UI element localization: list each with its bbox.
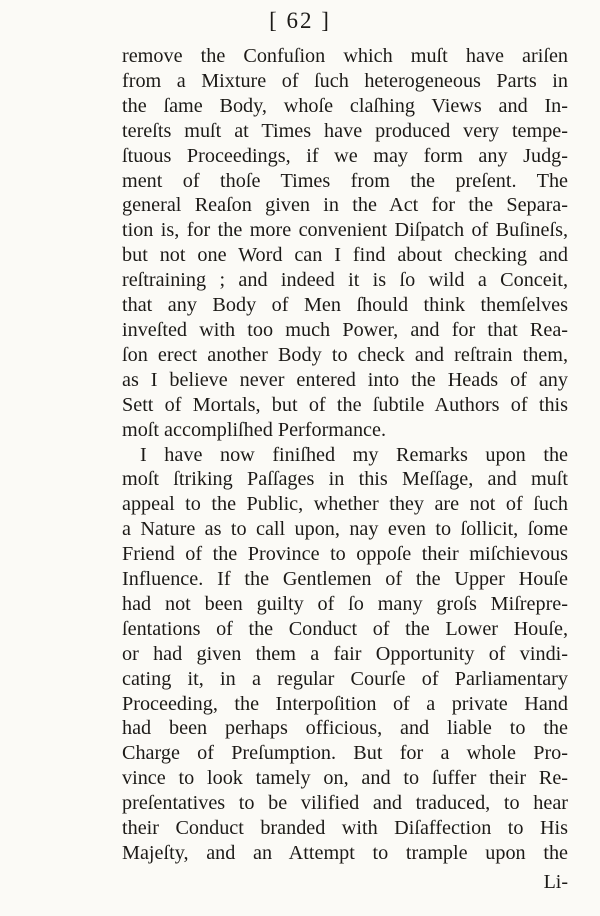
text-line: appeal to the Public, whether they are not of ſuch — [122, 493, 568, 516]
text-line: reſtraining ; and indeed it is ſo wild a Conceit, — [122, 269, 568, 292]
text-line: that any Body of Men ſhould think themſelves — [122, 294, 568, 317]
text-line: or had given them a fair Opportunity of vindi- — [122, 642, 568, 665]
text-line: Proceeding, the Interpoſition of a private Hand — [122, 692, 568, 715]
text-line: moſt ſtriking Paſſages in this Meſſage, and muſt — [122, 468, 568, 491]
text-line: moſt accompliſhed Performance. — [122, 418, 387, 441]
text-line: Sett of Mortals, but of the ſubtile Authors of this — [122, 393, 568, 416]
text-line: the ſame Body, whoſe claſhing Views and In- — [122, 94, 568, 117]
text-line: but not one Word can I find about checking and — [122, 244, 568, 267]
text-line: I have now finiſhed my Remarks upon the — [140, 443, 568, 466]
text-line: tion is, for the more convenient Diſpatch of Buſineſs, — [122, 219, 568, 242]
text-line: cating it, in a regular Courſe of Parliamentary — [122, 667, 568, 690]
text-line: had been perhaps officious, and liable to the — [122, 717, 568, 740]
text-line: as I believe never entered into the Heads of any — [122, 368, 568, 391]
text-line: ment of thoſe Times from the preſent. The — [122, 169, 568, 192]
body-text — [122, 44, 568, 866]
text-line: preſentatives to be vilified and traduced, to hear — [122, 792, 568, 815]
text-line: vince to look tamely on, and to ſuffer their Re- — [122, 767, 568, 790]
text-line: Friend of the Province to oppoſe their miſchievous — [122, 543, 568, 566]
text-line: general Reaſon given in the Act for the Separa- — [122, 194, 568, 217]
text-line: ſtuous Proceedings, if we may form any Judg- — [122, 144, 568, 167]
text-line: Influence. If the Gentlemen of the Upper Houſe — [122, 568, 568, 591]
text-line: Majeſty, and an Attempt to trample upon the — [122, 842, 568, 864]
text-line: a Nature as to call upon, nay even to ſollicit, ſome — [122, 518, 568, 541]
text-line: had not been guilty of ſo many groſs Miſrepre- — [122, 592, 568, 615]
page-number: [ 62 ] — [269, 8, 331, 33]
text-line: ſentations of the Conduct of the Lower Houſe, — [122, 617, 568, 640]
text-line: from a Mixture of ſuch heterogeneous Parts in — [122, 69, 568, 92]
text-line: ſon erect another Body to check and reſtrain them, — [122, 343, 568, 366]
text-line: remove the Confuſion which muſt have ariſen — [122, 45, 568, 67]
text-line: inveſted with too much Power, and for that Rea- — [122, 318, 568, 341]
text-line: Charge of Preſumption. But for a whole Pro- — [122, 742, 568, 765]
text-line: their Conduct branded with Diſaffection to His — [122, 817, 568, 840]
text-line: tereſts muſt at Times have produced very tempe- — [122, 119, 568, 142]
catchword: Li- — [543, 871, 568, 893]
